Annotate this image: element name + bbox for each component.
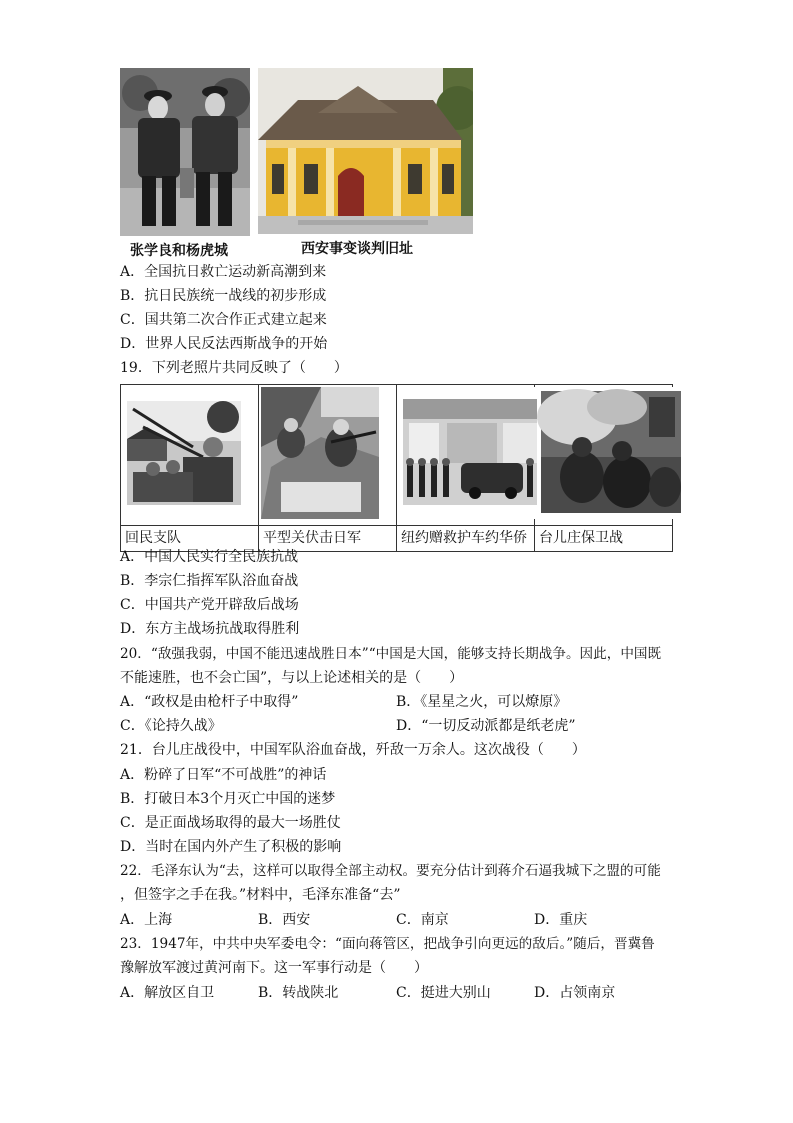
- photo-xian-site: [258, 68, 473, 234]
- q21-option-c: C．是正面战场取得的最大一场胜仗: [120, 815, 341, 831]
- q21-option-b: B．打破日本3个月灭亡中国的迷梦: [120, 791, 336, 807]
- photo2-caption: 西安事变谈判旧址: [301, 241, 413, 257]
- photo-taierzhuang: [535, 385, 673, 526]
- q23-option-a: A．解放区自卫: [120, 985, 215, 1001]
- q23-option-b: B．转战陕北: [258, 985, 339, 1001]
- q21-stem: 21．台儿庄战役中，中国军队浴血奋战，歼敌一万余人。这次战役（ ）: [120, 742, 586, 758]
- q19-photo-table: [120, 384, 673, 552]
- q22-option-d: D．重庆: [534, 912, 588, 928]
- q21-option-a: A．粉碎了日军“不可战胜”的神话: [120, 767, 327, 783]
- photo-label-ambulance: 纽约赠救护车约华侨: [397, 526, 535, 552]
- q19-option-a: A．中国人民实行全民族抗战: [120, 549, 299, 565]
- q18-option-c: C．国共第二次合作正式建立起来: [120, 312, 327, 328]
- photo-pingxingguan: [259, 385, 397, 526]
- q22-stem-line1: 22．毛泽东认为“去，这样可以取得全部主动权。要充分估计到蒋介石逼我城下之盟的可能: [120, 863, 661, 879]
- q21-option-d: D．当时在国内外产生了积极的影响: [120, 839, 342, 855]
- q23-option-d: D．占领南京: [534, 985, 616, 1001]
- photo-ambulance: [397, 385, 535, 526]
- q22-option-b: B．西安: [258, 912, 311, 928]
- q20-option-b: B．《星星之火，可以燎原》: [396, 694, 568, 710]
- q20-option-a: A．“政权是由枪杆子中取得”: [120, 694, 299, 710]
- q23-stem-line1: 23．1947年，中共中央军委电令：“面向蒋管区，把战争引向更远的敌后。”随后，晋冀鲁: [120, 936, 655, 952]
- photo-huimin: [121, 385, 259, 526]
- q19-option-b: B．李宗仁指挥军队浴血奋战: [120, 573, 299, 589]
- photo1-caption: 张学良和杨虎城: [130, 243, 228, 259]
- q23-option-c: C．挺进大别山: [396, 985, 491, 1001]
- q18-option-d: D．世界人民反法西斯战争的开始: [120, 336, 328, 352]
- q22-stem-line2: ，但签字之手在我。”材料中，毛泽东准备“去”: [120, 887, 401, 903]
- q19-stem: 19．下列老照片共同反映了（ ）: [120, 360, 348, 376]
- q18-option-a: A．全国抗日救亡运动新高潮到来: [120, 264, 327, 280]
- photo-zhang-yang: [120, 68, 250, 236]
- photo-label-huimin: 回民支队: [121, 526, 259, 552]
- photo-label-taierzhuang: 台儿庄保卫战: [535, 526, 673, 552]
- q18-option-b: B．抗日民族统一战线的初步形成: [120, 288, 327, 304]
- q20-option-c: C．《论持久战》: [120, 718, 222, 734]
- q23-stem-line2: 豫解放军渡过黄河南下。这一军事行动是（ ）: [120, 960, 428, 976]
- q20-option-d: D．“一切反动派都是纸老虎”: [396, 718, 576, 734]
- q19-option-c: C．中国共产党开辟敌后战场: [120, 597, 299, 613]
- photo-label-pingxingguan: 平型关伏击日军: [259, 526, 397, 552]
- q22-option-a: A．上海: [120, 912, 173, 928]
- q20-stem-line2: 不能速胜，也不会亡国”，与以上论述相关的是（ ）: [120, 670, 464, 686]
- q19-option-d: D．东方主战场抗战取得胜利: [120, 621, 300, 637]
- q20-stem-line1: 20．“敌强我弱，中国不能迅速战胜日本”“中国是大国，能够支持长期战争。因此，中国既: [120, 646, 662, 662]
- q22-option-c: C．南京: [396, 912, 449, 928]
